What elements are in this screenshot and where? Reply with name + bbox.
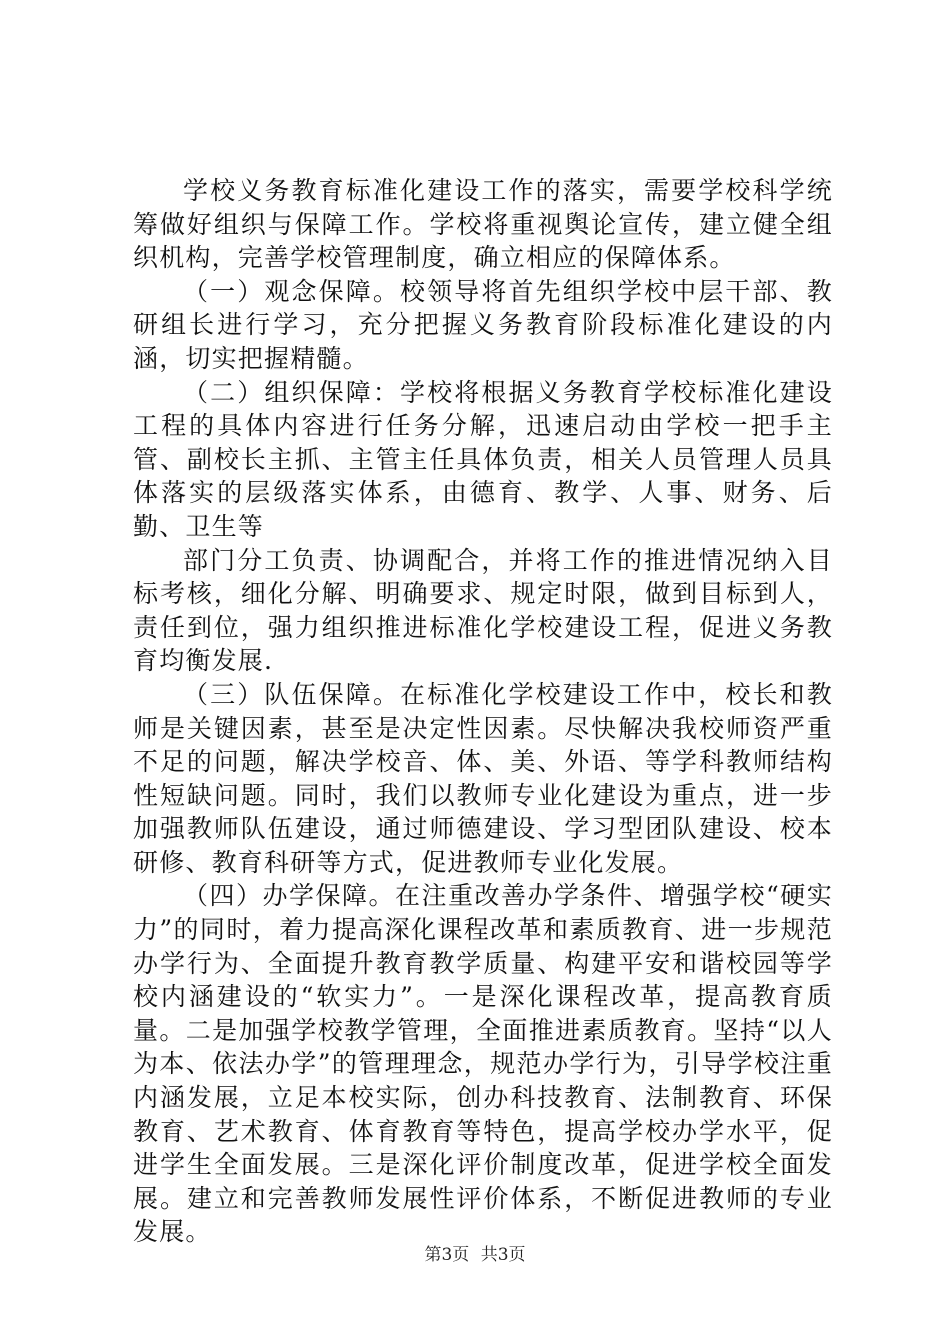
document-body	[133, 174, 833, 1249]
paragraph-team-guarantee: （三）队伍保障。在标准化学校建设工作中，校长和教师是关键因素，甚至是决定性因素。尽快解决我校师资严重不足的问题，解决学校音、体、美、外语、等学科教师结构性短缺问题。同时，我们以教师专业化建设为重点，进一步加强教师队伍建设，通过师德建设、学习型团队建设、校本研修、教育科研等方式，促进教师专业化发展。	[133, 679, 833, 877]
page-number: 第3页	[424, 1245, 470, 1265]
paragraph-organization-continued: 部门分工负责、协调配合，并将工作的推进情况纳入目标考核，细化分解、明确要求、规定时限，做到目标到人，责任到位，强力组织推进标准化学校建设工程，促进义务教育均衡发展.	[133, 545, 833, 676]
page-footer	[0, 1244, 950, 1266]
paragraph-school-running-guarantee: （四）办学保障。在注重改善办学条件、增强学校“硬实力”的同时，着力提高深化课程改革和素质教育、进一步规范办学行为、全面提升教育教学质量、构建平安和谐校园等学校内涵建设的“软实力”。一是深化课程改革，提高教育质量。二是加强学校教学管理，全面推进素质教育。坚持“以人为本、依法办学”的管理理念，规范办学行为，引导学校注重内涵发展，立足本校实际，创办科技教育、法制教育、环保教育、艺术教育、体育教育等特色，提高学校办学水平，促进学生全面发展。三是深化评价制度改革，促进学校全面发展。建立和完善教师发展性评价体系，不断促进教师的专业发展。	[133, 881, 833, 1247]
paragraph-organization-guarantee: （二）组织保障：学校将根据义务教育学校标准化建设工程的具体内容进行任务分解，迅速启动由学校一把手主管、副校长主抓、主管主任具体负责，相关人员管理人员具体落实的层级落实体系，由德育、教学、人事、财务、后勤、卫生等	[133, 377, 833, 541]
page-total: 共3页	[480, 1245, 526, 1265]
paragraph-intro: 学校义务教育标准化建设工作的落实，需要学校科学统筹做好组织与保障工作。学校将重视舆论宣传，建立健全组织机构，完善学校管理制度，确立相应的保障体系。	[133, 176, 833, 273]
paragraph-concept-guarantee: （一）观念保障。校领导将首先组织学校中层干部、教研组长进行学习，充分把握义务教育阶段标准化建设的内涵，切实把握精髓。	[133, 276, 833, 373]
